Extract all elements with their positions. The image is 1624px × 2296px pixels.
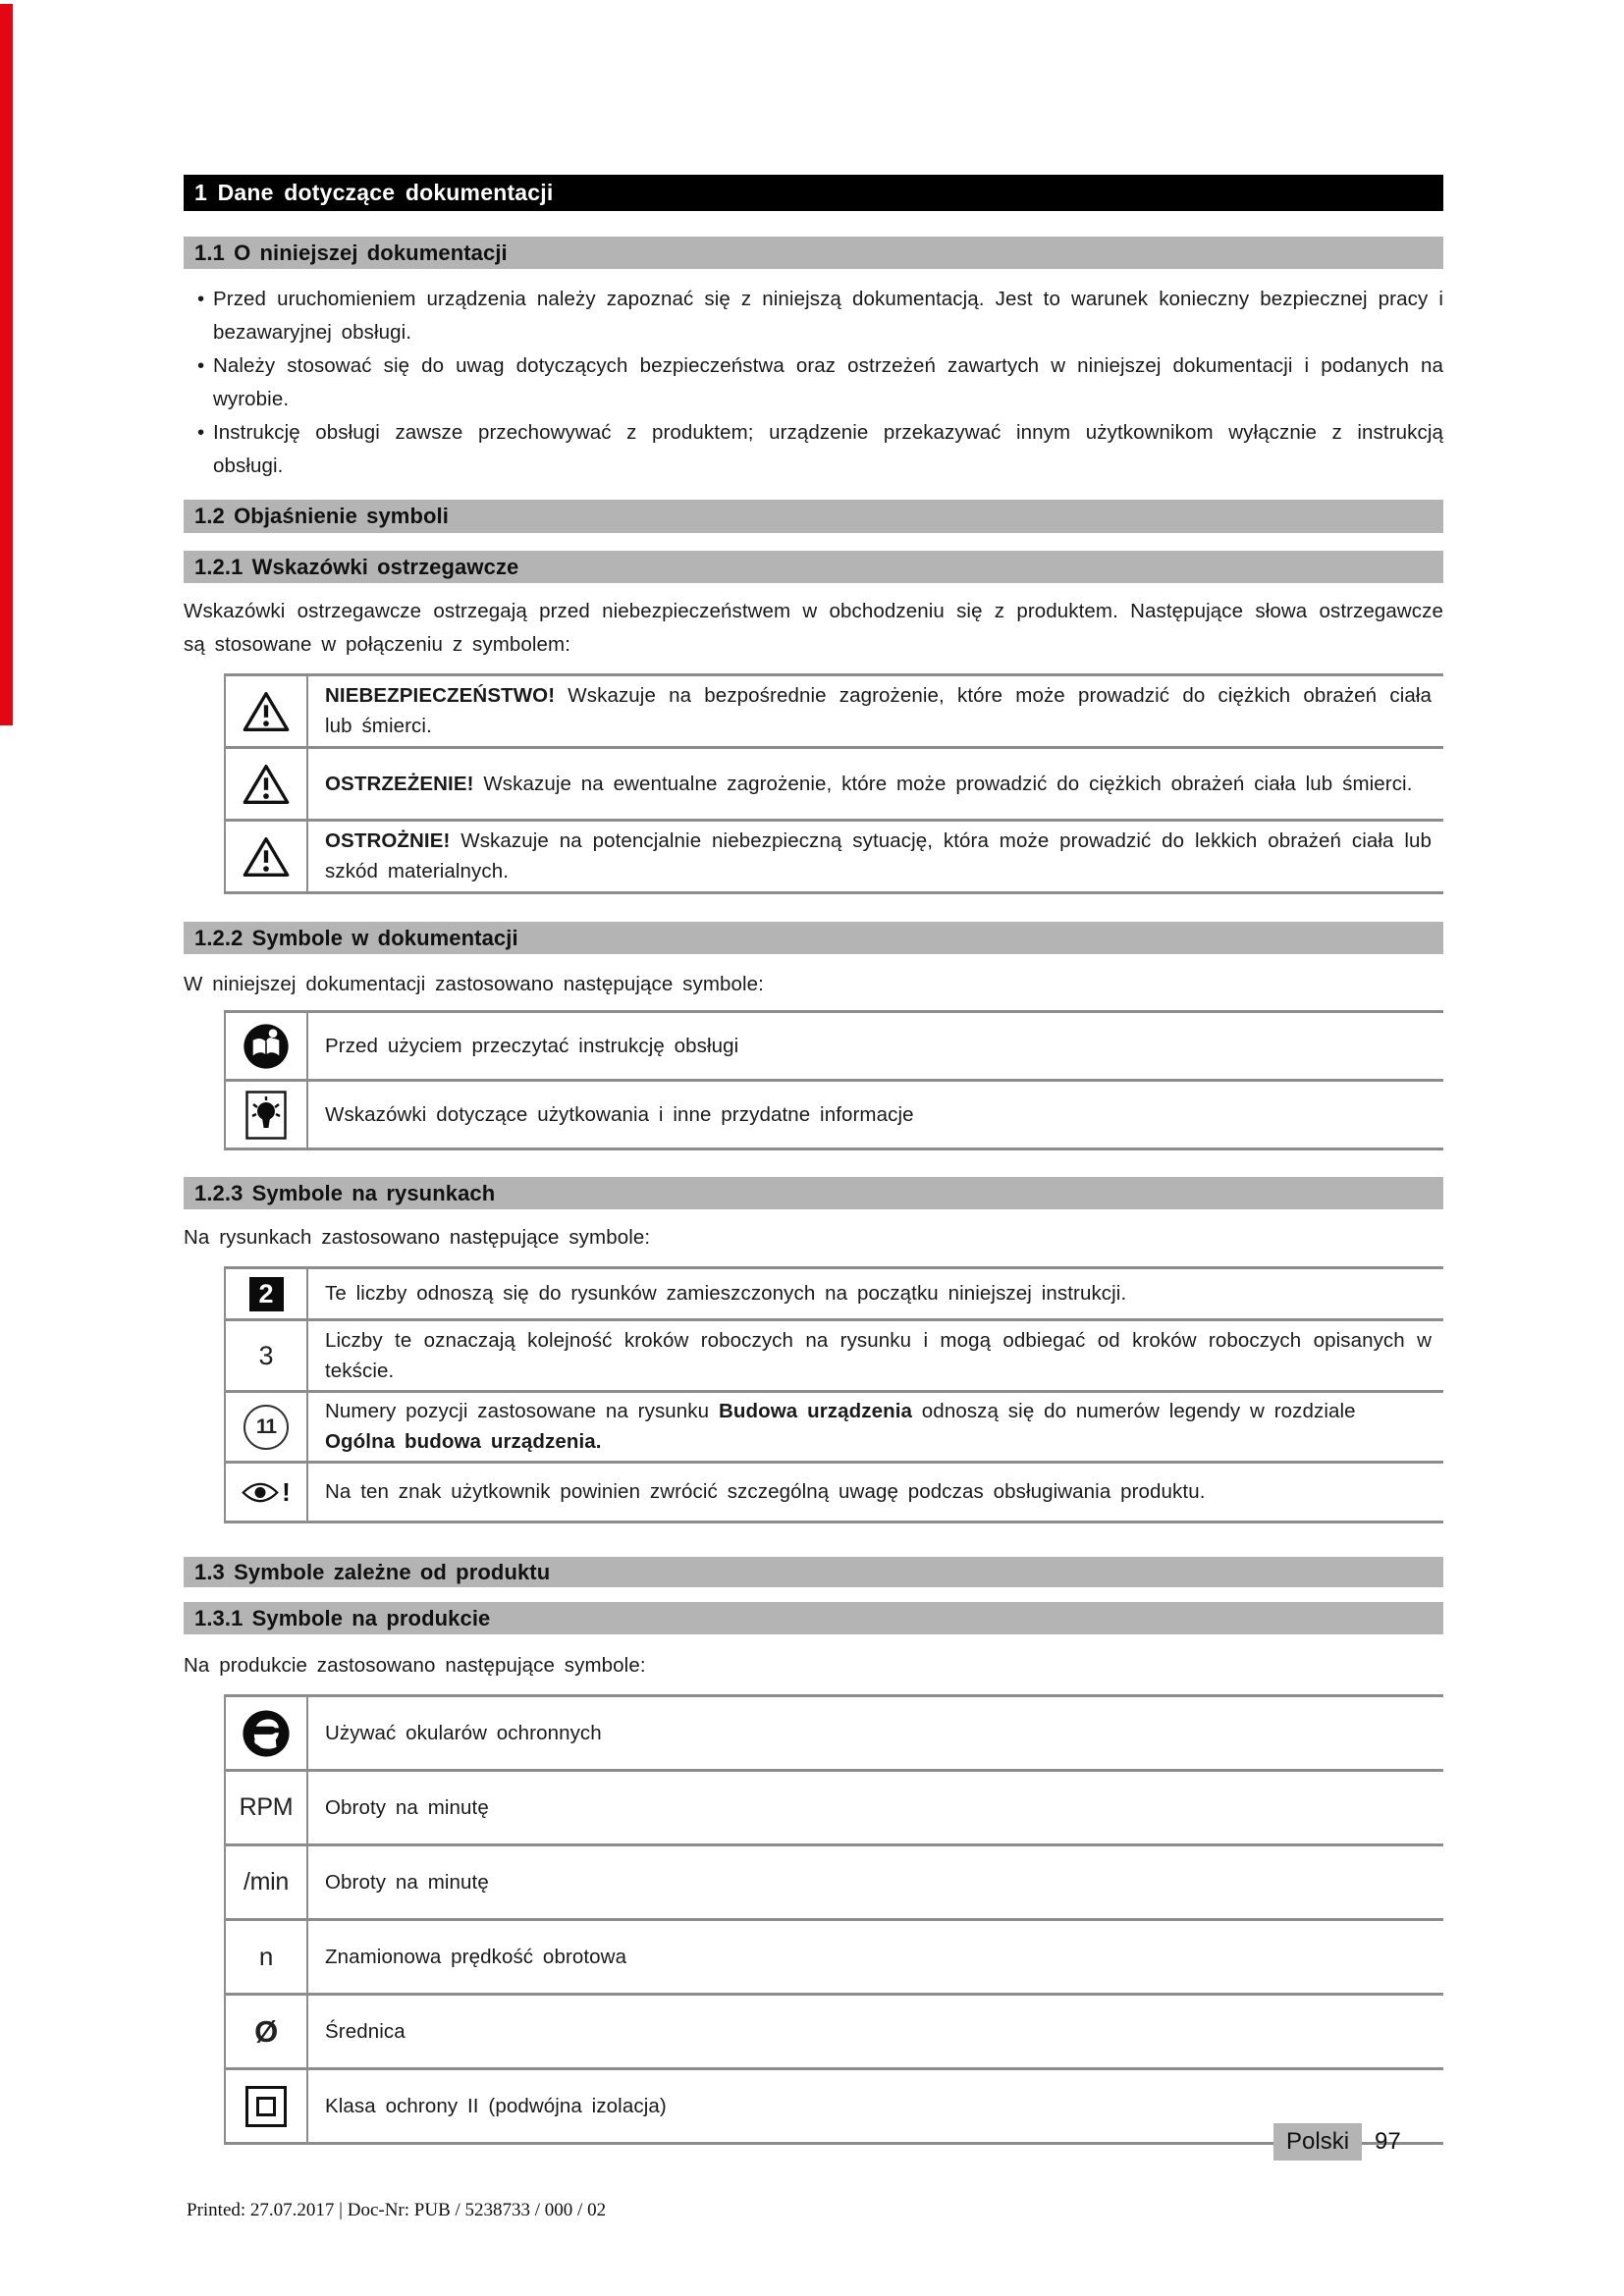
- symbol-description: Obroty na minutę: [325, 1795, 489, 1819]
- table-cell-text: [308, 676, 1443, 746]
- table-cell-text: [308, 1846, 1443, 1918]
- per-minute-symbol: [226, 1846, 308, 1918]
- exclamation-mark: !: [282, 1476, 291, 1507]
- symbol-description: Liczby te oznaczają kolejność kroków roboczych na rysunku i mogą odbiegać od kroków roboczych opisanych w tekście.: [325, 1328, 1432, 1382]
- double-insulation-icon: [226, 2070, 308, 2142]
- inverse-number-icon: 2: [249, 1277, 284, 1311]
- bullet-marker: [184, 349, 213, 416]
- page-footer: [1273, 2123, 1401, 2161]
- page-number: 97: [1375, 2128, 1401, 2155]
- section-1-2-1-title: 1.2.1 Wskazówki ostrzegawcze: [194, 554, 519, 579]
- table-cell-text: [308, 1082, 1443, 1148]
- language-badge: Polski: [1273, 2123, 1362, 2161]
- bullet-item: [184, 416, 1443, 483]
- safety-goggles-icon: [226, 1697, 308, 1769]
- table-cell-text: [308, 1464, 1443, 1521]
- symbol-description: Znamionowa prędkość obrotowa: [325, 1945, 627, 1968]
- table-cell-text: [308, 1996, 1443, 2067]
- table-cell-text: [308, 1321, 1443, 1390]
- symbol-description: Klasa ochrony II (podwójna izolacja): [325, 2094, 667, 2117]
- table-row-caution: [226, 819, 1443, 891]
- bullet-text: Instrukcję obsługi zawsze przechowywać z produktem; urządzenie przekazywać innym użytkownikom wyłącznie z instrukcją obsługi.: [213, 421, 1443, 477]
- symbol-description: Przed użyciem przeczytać instrukcję obsługi: [325, 1034, 739, 1057]
- page-content: [184, 0, 1443, 2145]
- section-1-title: 1 Dane dotyczące dokumentacji: [194, 180, 554, 205]
- table-row-step-number: [226, 1318, 1443, 1390]
- rated-speed-symbol: [226, 1921, 308, 1993]
- symbol-description: Używać okularów ochronnych: [325, 1721, 602, 1744]
- read-manual-icon: [242, 1022, 291, 1071]
- double-insulation-icon: [245, 2086, 287, 2127]
- symbol-description: Na ten znak użytkownik powinien zwrócić szczególną uwagę podczas obsługiwania produktu.: [325, 1480, 1206, 1503]
- table-row-figure-number: [226, 1269, 1443, 1318]
- figure-symbols-intro: Na rysunkach zastosowano następujące symbole:: [184, 1226, 651, 1249]
- section-1-3-1-title: 1.3.1 Symbole na produkcie: [194, 1605, 491, 1630]
- warning-triangle-icon: [242, 762, 291, 807]
- table-row-protection-class: [226, 2067, 1443, 2142]
- symbol-description: Średnica: [325, 2019, 406, 2043]
- signal-word: OSTROŻNIE!: [325, 829, 451, 852]
- eye-icon: [242, 1481, 279, 1504]
- red-margin-stripe: [0, 4, 13, 725]
- signal-text: Wskazuje na bezpośrednie zagrożenie, które może prowadzić do ciężkich obrażeń ciała lub śmierci.: [325, 684, 1432, 737]
- diameter-glyph: Ø: [254, 2013, 278, 2049]
- warning-triangle-icon: [226, 749, 308, 819]
- symbol-description: Te liczby odnoszą się do rysunków zamieszczonych na początku niniejszej instrukcji.: [325, 1282, 1127, 1305]
- table-cell-text: [308, 749, 1443, 819]
- figure-symbols-table: [224, 1266, 1443, 1523]
- table-row-read-manual: [226, 1013, 1443, 1079]
- section-1-2-title: 1.2 Objaśnienie symboli: [194, 504, 449, 528]
- bullet-list: [184, 283, 1443, 483]
- section-1-2-header: [184, 500, 1443, 533]
- section-1-2-3-header: [184, 1177, 1443, 1209]
- warning-triangle-icon: [242, 689, 291, 734]
- per-minute-label: /min: [243, 1868, 290, 1896]
- table-row-position-number: [226, 1390, 1443, 1461]
- warning-triangle-icon: [226, 822, 308, 891]
- table-cell-text: [308, 1393, 1443, 1461]
- print-info-line: Printed: 27.07.2017 | Doc-Nr: PUB / 5238733 / 000 / 02: [187, 2200, 607, 2220]
- plain-number-icon: 3: [258, 1340, 274, 1370]
- section-1-3-title: 1.3 Symbole zależne od produktu: [194, 1559, 551, 1584]
- signal-word: OSTRZEŻENIE!: [325, 772, 474, 795]
- section-1-2-2-header: [184, 922, 1443, 954]
- desc-bold: Ogólna budowa urządzenia.: [325, 1430, 602, 1453]
- symbol-description: Wskazówki dotyczące użytkowania i inne przydatne informacje: [325, 1102, 914, 1126]
- product-symbols-table: [224, 1694, 1443, 2145]
- table-row-diameter: [226, 1993, 1443, 2067]
- doc-symbols-table: [224, 1010, 1443, 1150]
- rpm-symbol: [226, 1772, 308, 1843]
- section-1-1-title: 1.1 O niniejszej dokumentacji: [194, 240, 508, 265]
- desc-mid: odnoszą się do numerów legendy w rozdziale: [912, 1400, 1356, 1422]
- section-1-3-header: [184, 1557, 1443, 1587]
- signal-word: NIEBEZPIECZEŃSTWO!: [325, 684, 556, 707]
- table-row-danger: [226, 676, 1443, 746]
- desc-pre: Numery pozycji zastosowane na rysunku: [325, 1400, 719, 1422]
- warning-intro-paragraph: Wskazówki ostrzegawcze ostrzegają przed niebezpieczeństwem w obchodzeniu się z produktem. Następujące słowa ostrzegawcze są stosowane w połączeniu z symbolem:: [184, 600, 1443, 656]
- symbol-description: Obroty na minutę: [325, 1870, 489, 1894]
- lightbulb-icon: [245, 1091, 287, 1140]
- table-cell-text: [308, 1269, 1443, 1318]
- table-cell-text: [308, 1697, 1443, 1769]
- circled-number-icon: 11: [244, 1405, 289, 1450]
- table-row-rated-speed: [226, 1918, 1443, 1993]
- safety-goggles-icon: [241, 1708, 292, 1759]
- warning-triangle-icon: [242, 834, 291, 880]
- lightbulb-icon: [226, 1082, 308, 1148]
- bullet-text: Przed uruchomieniem urządzenia należy zapoznać się z niniejszą dokumentacją. Jest to warunek konieczny bezpiecznej pracy i bezawaryjnej obsługi.: [213, 288, 1443, 344]
- position-number-symbol: [226, 1393, 308, 1461]
- figure-number-badge: [226, 1269, 308, 1318]
- bullet-marker: [184, 416, 213, 483]
- diameter-symbol: [226, 1996, 308, 2067]
- table-cell-text: [308, 1921, 1443, 1993]
- table-row-hint: [226, 1079, 1443, 1148]
- table-row-per-minute: [226, 1843, 1443, 1918]
- section-1-2-1-header: [184, 551, 1443, 583]
- table-row-rpm: [226, 1769, 1443, 1843]
- section-1-2-2-title: 1.2.2 Symbole w dokumentacji: [194, 925, 518, 950]
- section-1-2-3-title: 1.2.3 Symbole na rysunkach: [194, 1180, 496, 1205]
- section-1-header: [184, 175, 1443, 211]
- warning-words-table: [224, 673, 1443, 894]
- signal-text: Wskazuje na ewentualne zagrożenie, które może prowadzić do ciężkich obrażeń ciała lub śmierci.: [473, 772, 1413, 795]
- bullet-marker: [184, 283, 213, 349]
- signal-text: Wskazuje na potencjalnie niebezpieczną sytuację, która może prowadzić do lekkich obrażeń ciała lub szkód materialnych.: [325, 829, 1432, 882]
- section-1-3-1-header: [184, 1602, 1443, 1634]
- table-cell-text: [308, 822, 1443, 891]
- table-row-warning: [226, 746, 1443, 819]
- n-label: n: [258, 1942, 274, 1971]
- bullet-item: [184, 349, 1443, 416]
- section-1-1-header: [184, 237, 1443, 269]
- rpm-label: RPM: [239, 1793, 294, 1821]
- table-cell-text: [308, 1772, 1443, 1843]
- table-cell-text: [308, 1013, 1443, 1079]
- warning-triangle-icon: [226, 676, 308, 746]
- step-number-symbol: [226, 1321, 308, 1390]
- doc-symbols-intro: W niniejszej dokumentacji zastosowano następujące symbole:: [184, 973, 764, 995]
- bullet-text: Należy stosować się do uwag dotyczących bezpieczeństwa oraz ostrzeżeń zawartych w niniejszej dokumentacji i podanych na wyrobie.: [213, 354, 1443, 410]
- table-row-attention-mark: [226, 1461, 1443, 1521]
- read-manual-icon: [226, 1013, 308, 1079]
- eye-attention-symbol: [226, 1464, 308, 1521]
- desc-bold: Budowa urządzenia: [718, 1400, 913, 1422]
- table-row-goggles: [226, 1697, 1443, 1769]
- product-symbols-intro: Na produkcie zastosowano następujące symbole:: [184, 1654, 646, 1677]
- bullet-item: [184, 283, 1443, 349]
